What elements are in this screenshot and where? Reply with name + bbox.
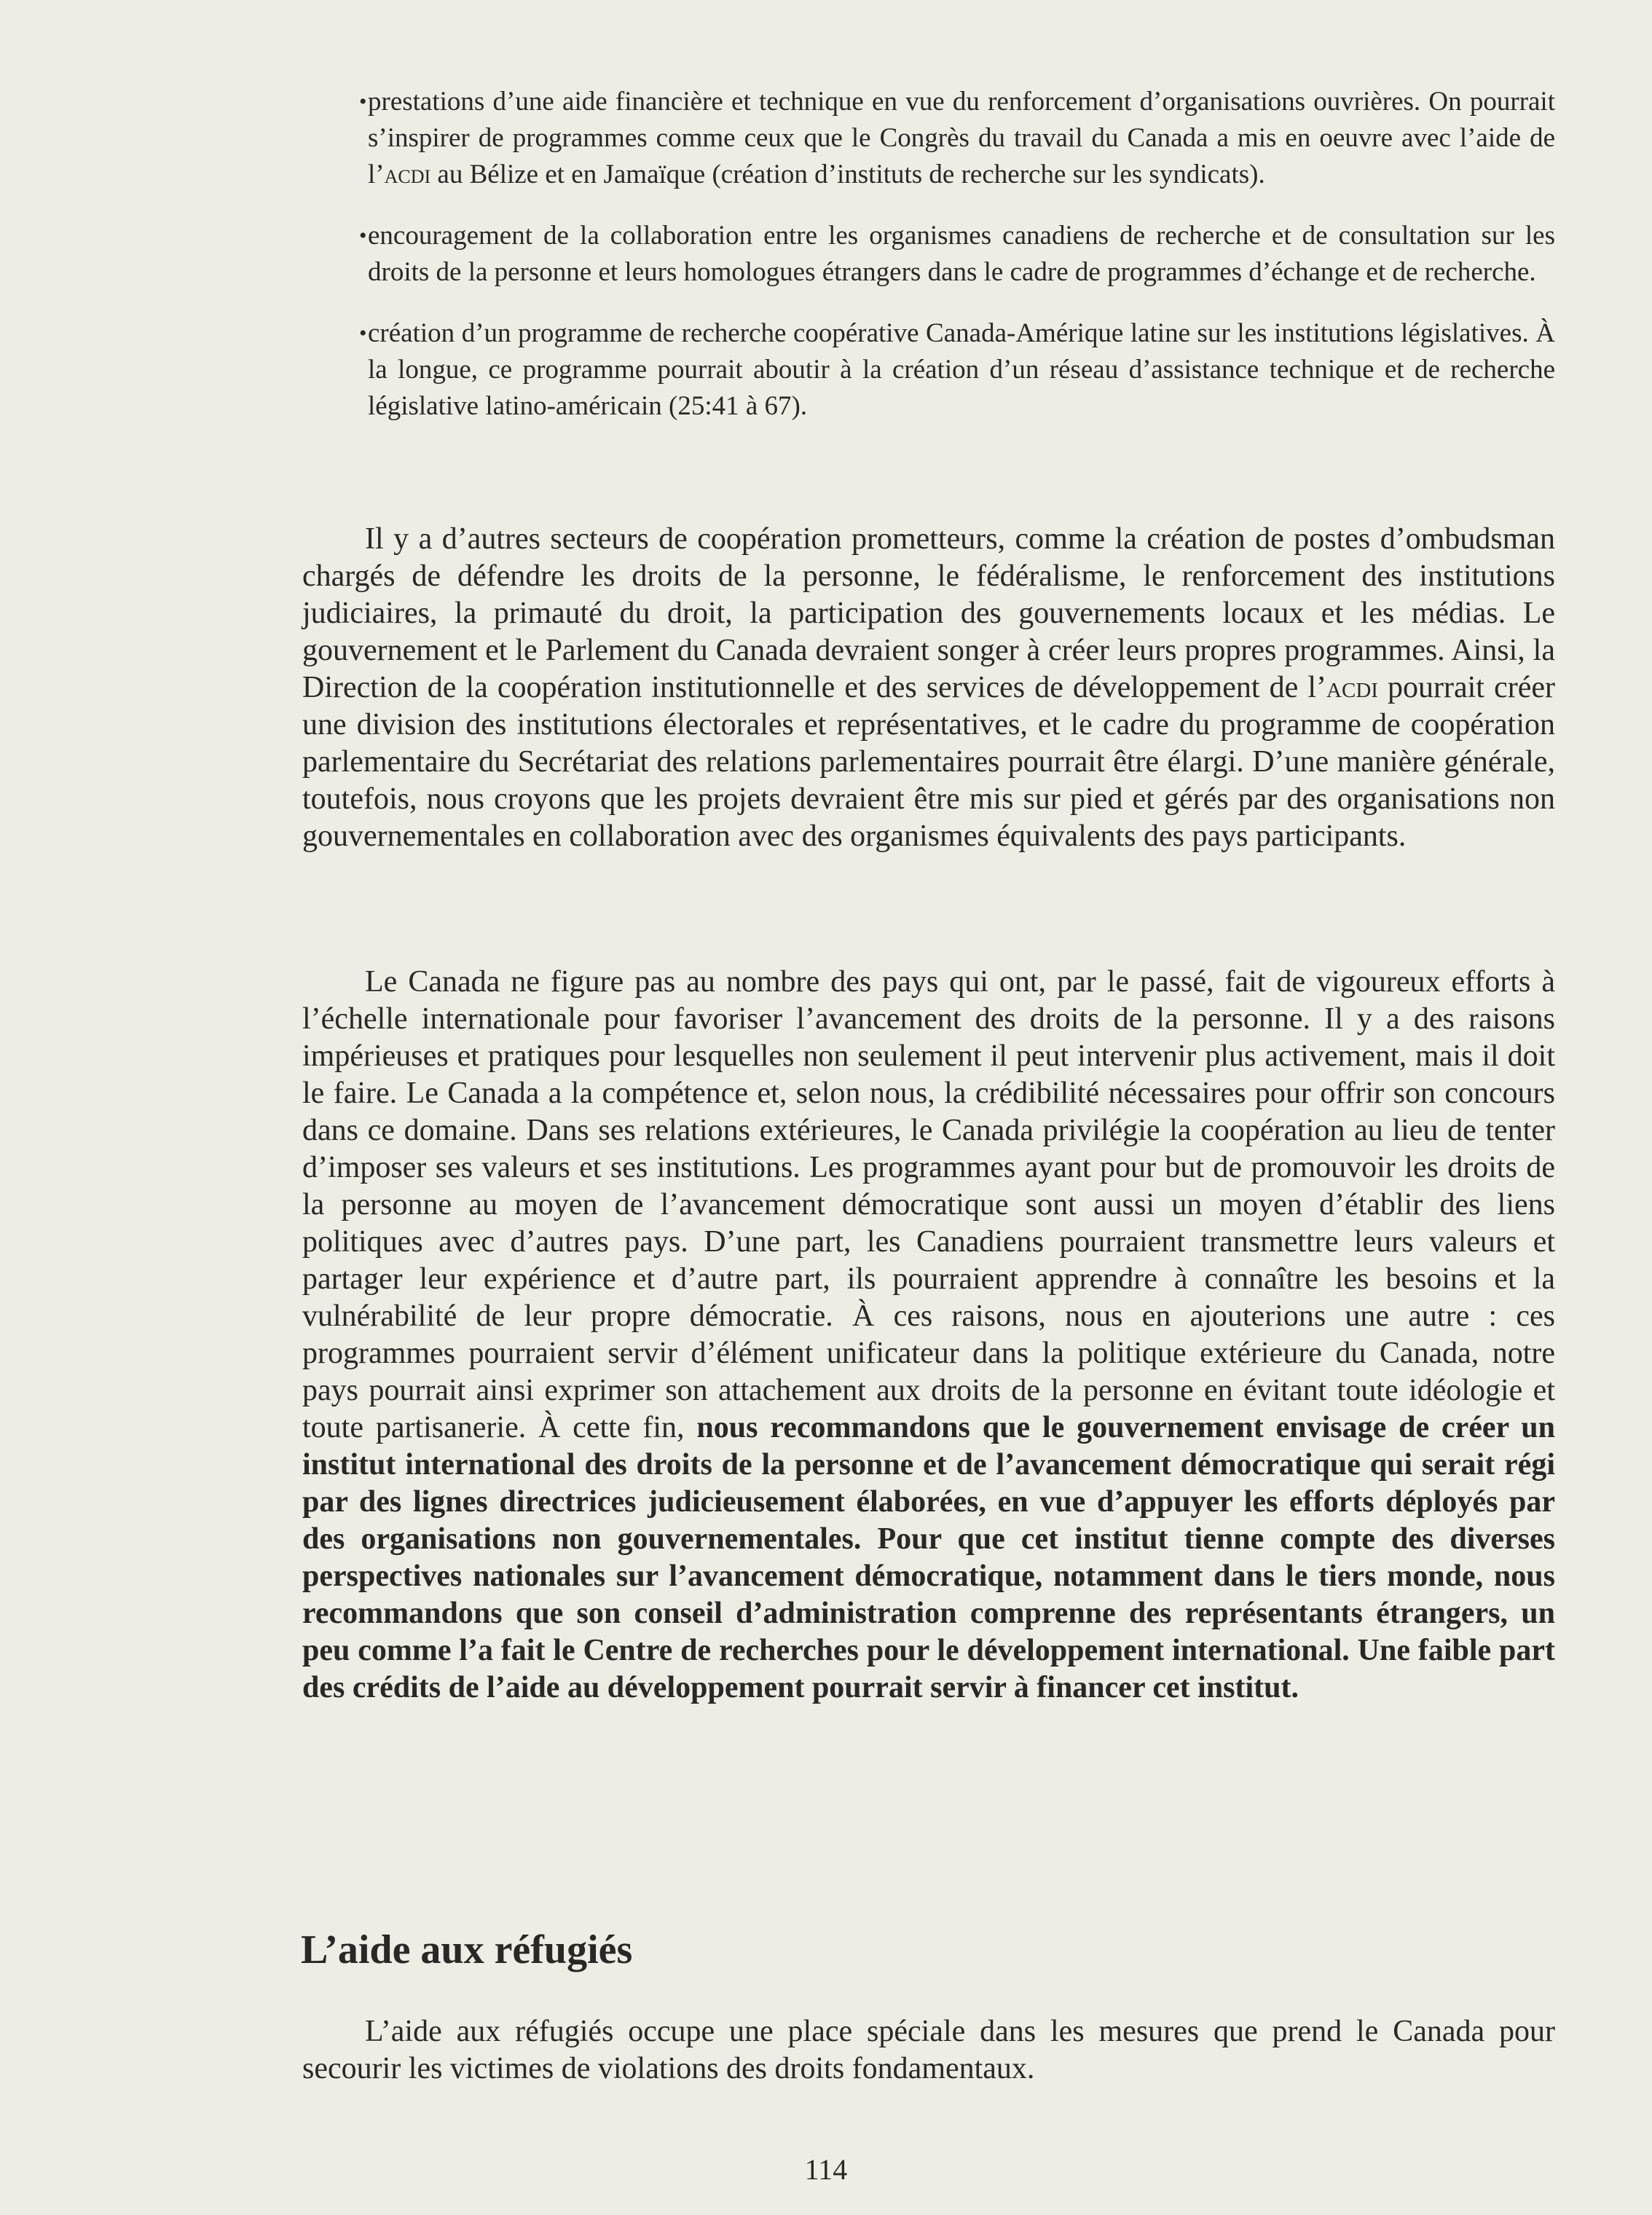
acronym: acdi xyxy=(1326,671,1378,704)
bullet-list xyxy=(368,84,1555,449)
bullet-item xyxy=(368,315,1555,425)
bullet-text: création d’un programme de recherche coopérative Canada-Amérique latine sur les institutions législatives. À la longue, ce programme pourrait aboutir à la création d’un réseau d’assistance technique et de recherche législative latino-américain (25:41 à 67). xyxy=(368,318,1555,421)
bullet-text: encouragement de la collaboration entre les organismes canadiens de recherche et de consultation sur les droits de la personne et leurs homologues étrangers dans le cadre de programmes d’échange et de recherche. xyxy=(368,221,1555,287)
bullet-text-continued: au Bélize et en Jamaïque (création d’instituts de recherche sur les syndicats). xyxy=(430,160,1265,189)
paragraph-recommendation xyxy=(302,964,1555,1707)
paragraph-text-continued: pourrait créer une division des institutions électorales et représentatives, et le cadre du programme de coopération parlementaire du Secrétariat des relations parlementaires pourrait être élargi. D’une manière générale, toutefois, nous croyons que les projets devraient être mis sur pied et gérés par des organisations non gouvernementales en collaboration avec des organismes équivalents des pays participants. xyxy=(302,671,1555,853)
bullet-text: prestations d’une aide financière et technique en vue du renforcement d’organisations ouvrières. On pourrait s’inspirer de programmes comme ceux que le Congrès du travail du Canada a mis en oeuvre avec l’aide de l’ xyxy=(368,87,1555,189)
acronym: acdi xyxy=(384,160,431,189)
paragraph-text: Le Canada ne figure pas au nombre des pays qui ont, par le passé, fait de vigoureux efforts à l’échelle internationale pour favoriser l’avancement des droits de la personne. Il y a des raisons impérieuses et pratiques pour lesquelles non seulement il peut intervenir plus activement, mais il doit le faire. Le Canada a la compétence et, selon nous, la crédibilité nécessaires pour offrir son concours dans ce domaine. Dans ses relations extérieures, le Canada privilégie la coopération au lieu de tenter d’imposer ses valeurs et ses institutions. Les programmes ayant pour but de promouvoir les droits de la personne au moyen de l’avancement démocratique sont aussi un moyen d’établir des liens politiques avec d’autres pays. D’une part, les Canadiens pourraient transmettre leurs valeurs et partager leur expérience et d’autre part, ils pourraient apprendre à connaître les besoins et la vulnérabilité de leur propre démocratie. À ces raisons, nous en ajouterions une autre : ces programmes pourraient servir d’élément unificateur dans la politique extérieure du Canada, notre pays pourrait ainsi exprimer son attachement aux droits de la personne en évitant toute idéologie et toute partisanerie. À cette fin, xyxy=(302,965,1555,1444)
section-heading: L’aide aux réfugiés xyxy=(301,1927,633,1972)
bullet-item xyxy=(368,84,1555,193)
paragraph-text: Il y a d’autres secteurs de coopération prometteurs, comme la création de postes d’ombudsman chargés de défendre les droits de la personne, le fédéralisme, le renforcement des institutions judiciaires, la primauté du droit, la participation des gouvernements locaux et les médias. Le gouvernement et le Parlement du Canada devraient songer à créer leurs propres programmes. Ainsi, la Direction de la coopération institutionnelle et des services de développement de l’ xyxy=(302,522,1555,704)
page-number: 114 xyxy=(804,2153,848,2186)
bullet-item xyxy=(368,218,1555,291)
paragraph-cooperation-sectors xyxy=(302,521,1555,855)
recommendation-text: nous recommandons que le gouvernement envisage de créer un institut international des droits de la personne et de l’avancement démocratique qui serait régi par des lignes directrices judicieusement élaborées, en vue d’appuyer les efforts déployés par des organisations non gouvernementales. Pour que cet institut tienne compte des diverses perspectives nationales sur l’avancement démocratique, notamment dans le tiers monde, nous recommandons que son conseil d’administration comprenne des représentants étrangers, un peu comme l’a fait le Centre de recherches pour le développement international. Une faible part des crédits de l’aide au développement pourrait servir à financer cet institut. xyxy=(302,1411,1555,1704)
paragraph-refugees: L’aide aux réfugiés occupe une place spéciale dans les mesures que prend le Canada pour secourir les victimes de violations des droits fondamentaux. xyxy=(302,2015,1555,2085)
bullet-icon xyxy=(359,315,367,352)
bullet-icon xyxy=(359,218,367,254)
bullet-icon xyxy=(359,84,367,120)
